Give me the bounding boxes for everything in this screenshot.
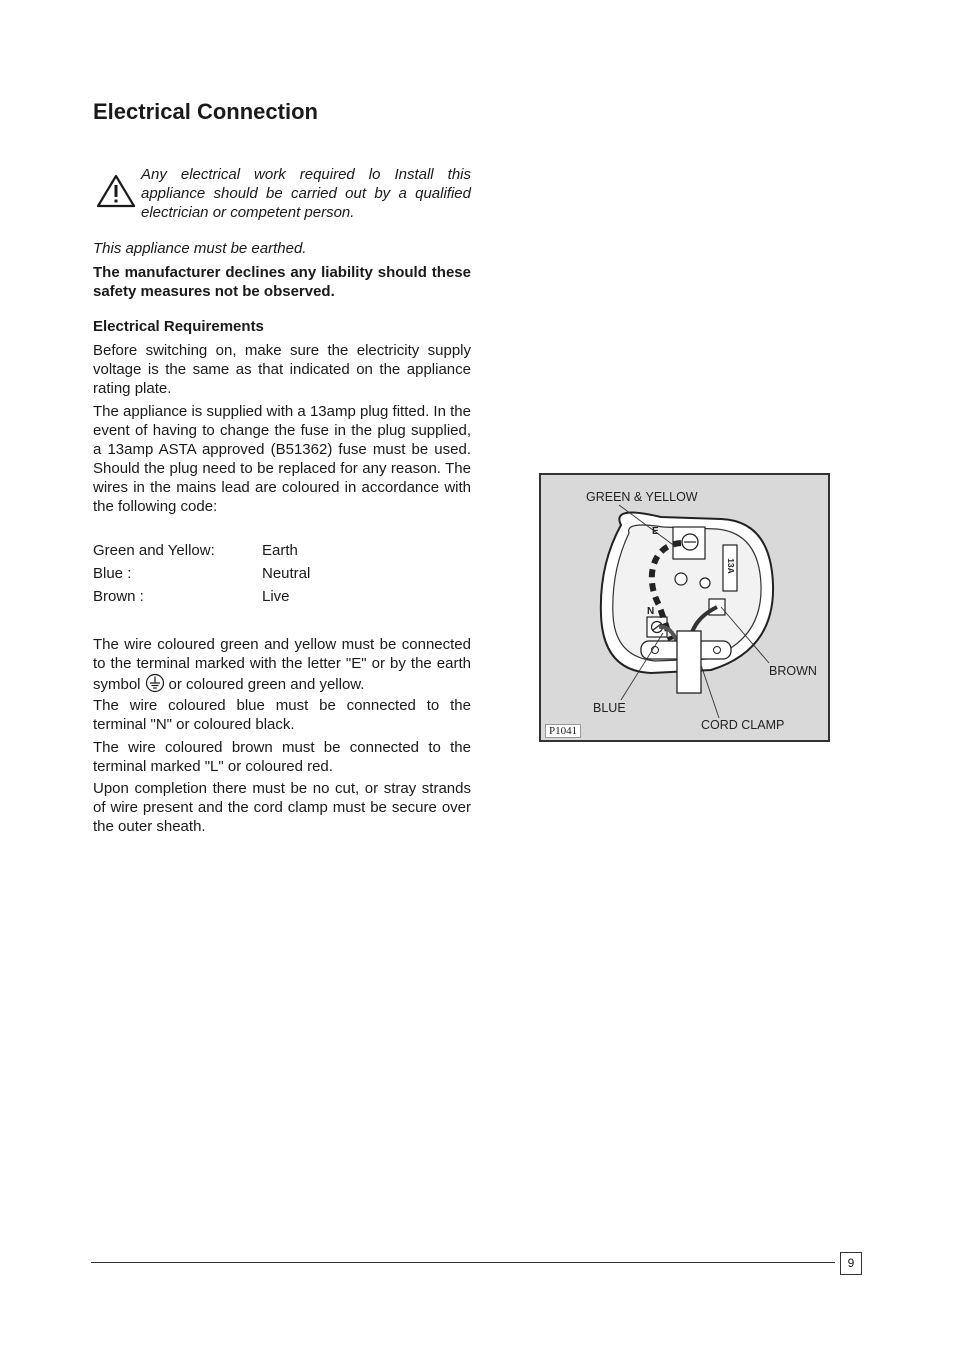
label-green-yellow: GREEN & YELLOW	[586, 490, 698, 504]
green-yellow-instruction	[93, 635, 471, 694]
green-yellow-text-a: The wire coloured green and yellow must be connected to the terminal marked with the letter "E" or by the earth symbol	[93, 636, 471, 693]
brown-instruction: The wire coloured brown must be connected to the terminal marked "L" or coloured red.	[93, 739, 471, 775]
earth-symbol-icon	[145, 673, 165, 693]
wire-colour: Brown :	[93, 588, 144, 605]
completion-instruction: Upon completion there must be no cut, or stray strands of wire present and the cord clamp must be secure over the outer sheath.	[93, 780, 471, 835]
plug-wiring-figure	[539, 473, 830, 742]
wire-colour: Blue :	[93, 565, 132, 582]
label-terminal-n: N	[647, 606, 655, 617]
page-title: Electrical Connection	[93, 99, 318, 124]
label-brown: BROWN	[769, 664, 817, 678]
label-fuse-rating: 13A	[725, 558, 736, 574]
warning-text: Any electrical work required lo Install this appliance should be carried out by a qualified electrician or competent person.	[141, 166, 471, 221]
figure-code: P1041	[545, 724, 581, 738]
liability-disclaimer: The manufacturer declines any liability should these safety measures not be observed.	[93, 264, 471, 300]
label-blue: BLUE	[593, 701, 626, 715]
wire-row-neutral	[93, 565, 310, 588]
wire-meaning: Earth	[262, 542, 298, 559]
warning-triangle-icon	[96, 174, 136, 208]
earthed-note: This appliance must be earthed.	[93, 240, 307, 257]
blue-instruction: The wire coloured blue must be connected to the terminal "N" or coloured black.	[93, 697, 471, 733]
wire-row-earth	[93, 542, 310, 565]
footer-rule	[91, 1262, 835, 1263]
plug-wiring-diagram	[541, 475, 828, 740]
wire-colour: Green and Yellow:	[93, 542, 215, 559]
requirements-paragraph-2: The appliance is supplied with a 13amp plug fitted. In the event of having to change the fuse in the plug supplied, a 13amp ASTA approved (B51362) fuse must be used. Should the plug need to be replaced for any reason. The wires in the mains lead are coloured in accordance with the following code:	[93, 403, 471, 515]
wire-colour-table	[93, 542, 310, 611]
wire-meaning: Live	[262, 588, 290, 605]
wire-meaning: Neutral	[262, 565, 311, 582]
label-cord-clamp: CORD CLAMP	[701, 718, 785, 732]
requirements-paragraph-1: Before switching on, make sure the electricity supply voltage is the same as that indicated on the appliance rating plate.	[93, 342, 471, 397]
label-terminal-e: E	[652, 526, 659, 537]
green-yellow-text-b: or coloured green and yellow.	[168, 676, 365, 693]
page-number: 9	[840, 1252, 862, 1275]
wire-row-live	[93, 588, 310, 611]
requirements-heading: Electrical Requirements	[93, 318, 264, 335]
